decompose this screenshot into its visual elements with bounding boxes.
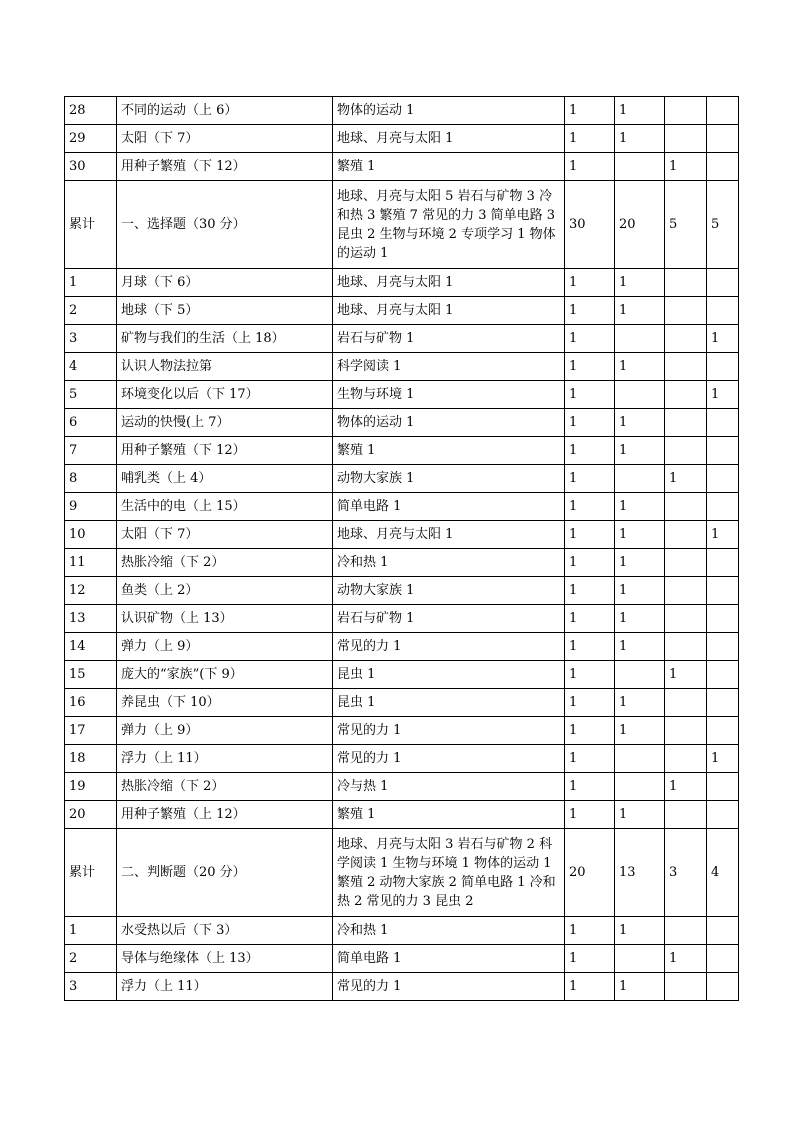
level-a-cell: 1 [615,97,665,125]
lesson-title-cell: 庞大的“家族”(下 9） [117,661,333,689]
total-cell: 1 [565,97,615,125]
level-b-cell [665,917,707,945]
lesson-title-cell: 热胀冷缩（下 2） [117,549,333,577]
level-a-cell [615,945,665,973]
level-c-cell [707,493,739,521]
lesson-title-cell: 哺乳类（上 4） [117,465,333,493]
table-row [65,577,739,605]
topic-cell: 动物大家族 1 [333,465,565,493]
level-b-cell [665,381,707,409]
table-row [65,125,739,153]
table-row [65,773,739,801]
lesson-title-cell: 地球（下 5） [117,297,333,325]
topic-cell: 繁殖 1 [333,801,565,829]
level-a-cell: 1 [615,125,665,153]
level-b-cell [665,577,707,605]
topic-cell: 地球、月亮与太阳 1 [333,521,565,549]
lesson-title-cell: 二、判断题（20 分） [117,829,333,917]
row-number-cell: 7 [65,437,117,465]
level-b-cell [665,353,707,381]
level-b-cell [665,717,707,745]
level-a-cell [615,465,665,493]
level-c-cell [707,973,739,1001]
total-cell: 1 [565,689,615,717]
topic-cell: 常见的力 1 [333,973,565,1001]
level-c-cell [707,297,739,325]
topic-cell: 地球、月亮与太阳 1 [333,297,565,325]
row-number-cell: 28 [65,97,117,125]
topic-cell: 繁殖 1 [333,437,565,465]
table-row [65,409,739,437]
total-cell: 1 [565,577,615,605]
level-c-cell [707,153,739,181]
topic-cell: 冷与热 1 [333,773,565,801]
level-c-cell [707,661,739,689]
level-c-cell: 1 [707,325,739,353]
table-row [65,493,739,521]
lesson-title-cell: 养昆虫（下 10） [117,689,333,717]
lesson-title-cell: 运动的快慢(上 7） [117,409,333,437]
topic-cell: 常见的力 1 [333,633,565,661]
level-c-cell [707,605,739,633]
table-row [65,605,739,633]
table-row [65,297,739,325]
table-body [65,97,739,1001]
table-row [65,465,739,493]
topic-cell: 科学阅读 1 [333,353,565,381]
level-c-cell [707,633,739,661]
total-cell: 30 [565,181,615,269]
level-a-cell [615,153,665,181]
total-cell: 1 [565,465,615,493]
level-c-cell [707,437,739,465]
total-cell: 1 [565,801,615,829]
row-number-cell: 2 [65,945,117,973]
lesson-title-cell: 太阳（下 7） [117,125,333,153]
total-cell: 1 [565,945,615,973]
row-number-cell: 累计 [65,829,117,917]
lesson-title-cell: 生活中的电（上 15） [117,493,333,521]
level-b-cell [665,549,707,577]
level-b-cell: 1 [665,153,707,181]
row-number-cell: 5 [65,381,117,409]
level-a-cell: 1 [615,605,665,633]
topic-cell: 岩石与矿物 1 [333,605,565,633]
topic-cell: 地球、月亮与太阳 3 岩石与矿物 2 科学阅读 1 生物与环境 1 物体的运动 1 繁殖 2 动物大家族 2 简单电路 1 冷和热 2 常见的力 3 昆虫 2 [333,829,565,917]
lesson-title-cell: 热胀冷缩（下 2） [117,773,333,801]
topic-cell: 物体的运动 1 [333,97,565,125]
row-number-cell: 8 [65,465,117,493]
level-b-cell [665,493,707,521]
level-a-cell [615,325,665,353]
row-number-cell: 29 [65,125,117,153]
table-row [65,633,739,661]
lesson-title-cell: 月球（下 6） [117,269,333,297]
lesson-title-cell: 弹力（上 9） [117,633,333,661]
level-a-cell [615,381,665,409]
topic-cell: 常见的力 1 [333,745,565,773]
row-number-cell: 20 [65,801,117,829]
lesson-title-cell: 认识人物法拉第 [117,353,333,381]
level-a-cell: 1 [615,717,665,745]
total-cell: 1 [565,493,615,521]
lesson-title-cell: 用种子繁殖（下 12） [117,437,333,465]
row-number-cell: 3 [65,973,117,1001]
level-a-cell: 1 [615,689,665,717]
topic-cell: 地球、月亮与太阳 1 [333,125,565,153]
row-number-cell: 14 [65,633,117,661]
level-c-cell [707,549,739,577]
lesson-title-cell: 不同的运动（上 6） [117,97,333,125]
lesson-title-cell: 认识矿物（上 13） [117,605,333,633]
lesson-title-cell: 太阳（下 7） [117,521,333,549]
level-b-cell [665,633,707,661]
total-cell: 1 [565,745,615,773]
level-b-cell [665,689,707,717]
row-number-cell: 9 [65,493,117,521]
level-c-cell [707,801,739,829]
level-c-cell [707,717,739,745]
table-row [65,325,739,353]
level-b-cell [665,801,707,829]
row-number-cell: 13 [65,605,117,633]
total-cell: 1 [565,717,615,745]
topic-cell: 常见的力 1 [333,717,565,745]
level-b-cell [665,605,707,633]
level-a-cell [615,661,665,689]
row-number-cell: 18 [65,745,117,773]
lesson-title-cell: 浮力（上 11） [117,973,333,1001]
level-c-cell [707,97,739,125]
level-a-cell: 1 [615,577,665,605]
table-row [65,381,739,409]
row-number-cell: 30 [65,153,117,181]
total-cell: 1 [565,269,615,297]
total-cell: 1 [565,325,615,353]
level-b-cell [665,973,707,1001]
level-b-cell: 1 [665,661,707,689]
level-b-cell: 3 [665,829,707,917]
lesson-title-cell: 水受热以后（下 3） [117,917,333,945]
total-cell: 1 [565,153,615,181]
level-c-cell: 1 [707,521,739,549]
level-b-cell [665,297,707,325]
lesson-title-cell: 弹力（上 9） [117,717,333,745]
level-c-cell [707,945,739,973]
topic-cell: 生物与环境 1 [333,381,565,409]
level-a-cell: 1 [615,801,665,829]
level-b-cell [665,325,707,353]
level-a-cell: 1 [615,437,665,465]
level-c-cell [707,773,739,801]
row-number-cell: 累计 [65,181,117,269]
total-cell: 1 [565,409,615,437]
level-a-cell: 1 [615,353,665,381]
lesson-title-cell: 用种子繁殖（上 12） [117,801,333,829]
topic-cell: 动物大家族 1 [333,577,565,605]
topic-cell: 繁殖 1 [333,153,565,181]
level-b-cell [665,269,707,297]
level-c-cell [707,125,739,153]
total-cell: 1 [565,381,615,409]
table-row [65,689,739,717]
lesson-title-cell: 矿物与我们的生活（上 18） [117,325,333,353]
topic-cell: 昆虫 1 [333,661,565,689]
level-b-cell: 1 [665,945,707,973]
level-c-cell [707,689,739,717]
lesson-title-cell: 环境变化以后（下 17） [117,381,333,409]
level-a-cell: 1 [615,633,665,661]
total-cell: 1 [565,661,615,689]
table-row [65,801,739,829]
total-cell: 1 [565,773,615,801]
level-c-cell [707,577,739,605]
total-cell: 1 [565,549,615,577]
row-number-cell: 11 [65,549,117,577]
level-b-cell: 1 [665,465,707,493]
row-number-cell: 1 [65,917,117,945]
level-b-cell [665,745,707,773]
level-b-cell [665,437,707,465]
topic-cell: 冷和热 1 [333,549,565,577]
total-cell: 1 [565,605,615,633]
level-a-cell: 1 [615,493,665,521]
row-number-cell: 16 [65,689,117,717]
summary-row [65,181,739,269]
table-row [65,717,739,745]
table-row [65,945,739,973]
level-b-cell [665,125,707,153]
table-row [65,269,739,297]
row-number-cell: 1 [65,269,117,297]
row-number-cell: 10 [65,521,117,549]
level-b-cell [665,409,707,437]
topic-cell: 冷和热 1 [333,917,565,945]
level-c-cell: 1 [707,745,739,773]
total-cell: 1 [565,633,615,661]
level-c-cell [707,269,739,297]
level-a-cell: 1 [615,521,665,549]
table-row [65,973,739,1001]
row-number-cell: 17 [65,717,117,745]
level-a-cell [615,773,665,801]
level-a-cell: 1 [615,973,665,1001]
topic-cell: 简单电路 1 [333,945,565,973]
table-row [65,153,739,181]
level-b-cell: 5 [665,181,707,269]
topic-cell: 简单电路 1 [333,493,565,521]
row-number-cell: 2 [65,297,117,325]
exam-analysis-table [64,96,739,1001]
level-a-cell: 20 [615,181,665,269]
level-a-cell [615,745,665,773]
lesson-title-cell: 浮力（上 11） [117,745,333,773]
level-c-cell: 5 [707,181,739,269]
total-cell: 1 [565,353,615,381]
row-number-cell: 3 [65,325,117,353]
table-row [65,917,739,945]
summary-row [65,829,739,917]
level-b-cell [665,97,707,125]
topic-cell: 物体的运动 1 [333,409,565,437]
table-row [65,549,739,577]
table-row [65,521,739,549]
level-c-cell [707,917,739,945]
topic-cell: 地球、月亮与太阳 5 岩石与矿物 3 冷和热 3 繁殖 7 常见的力 3 简单电路 3 昆虫 2 生物与环境 2 专项学习 1 物体的运动 1 [333,181,565,269]
table-row [65,437,739,465]
table-row [65,661,739,689]
level-b-cell: 1 [665,773,707,801]
table-row [65,353,739,381]
lesson-title-cell: 导体与绝缘体（上 13） [117,945,333,973]
total-cell: 1 [565,917,615,945]
row-number-cell: 19 [65,773,117,801]
level-a-cell: 1 [615,297,665,325]
total-cell: 1 [565,973,615,1001]
total-cell: 20 [565,829,615,917]
table-row [65,97,739,125]
level-a-cell: 1 [615,917,665,945]
total-cell: 1 [565,297,615,325]
topic-cell: 岩石与矿物 1 [333,325,565,353]
level-c-cell [707,465,739,493]
row-number-cell: 15 [65,661,117,689]
total-cell: 1 [565,521,615,549]
lesson-title-cell: 鱼类（上 2） [117,577,333,605]
table-row [65,745,739,773]
row-number-cell: 4 [65,353,117,381]
level-a-cell: 1 [615,549,665,577]
level-c-cell [707,409,739,437]
lesson-title-cell: 一、选择题（30 分） [117,181,333,269]
row-number-cell: 12 [65,577,117,605]
level-a-cell: 1 [615,409,665,437]
level-c-cell [707,353,739,381]
topic-cell: 地球、月亮与太阳 1 [333,269,565,297]
level-b-cell [665,521,707,549]
row-number-cell: 6 [65,409,117,437]
level-a-cell: 13 [615,829,665,917]
level-c-cell: 1 [707,381,739,409]
level-c-cell: 4 [707,829,739,917]
lesson-title-cell: 用种子繁殖（下 12） [117,153,333,181]
total-cell: 1 [565,125,615,153]
total-cell: 1 [565,437,615,465]
topic-cell: 昆虫 1 [333,689,565,717]
level-a-cell: 1 [615,269,665,297]
